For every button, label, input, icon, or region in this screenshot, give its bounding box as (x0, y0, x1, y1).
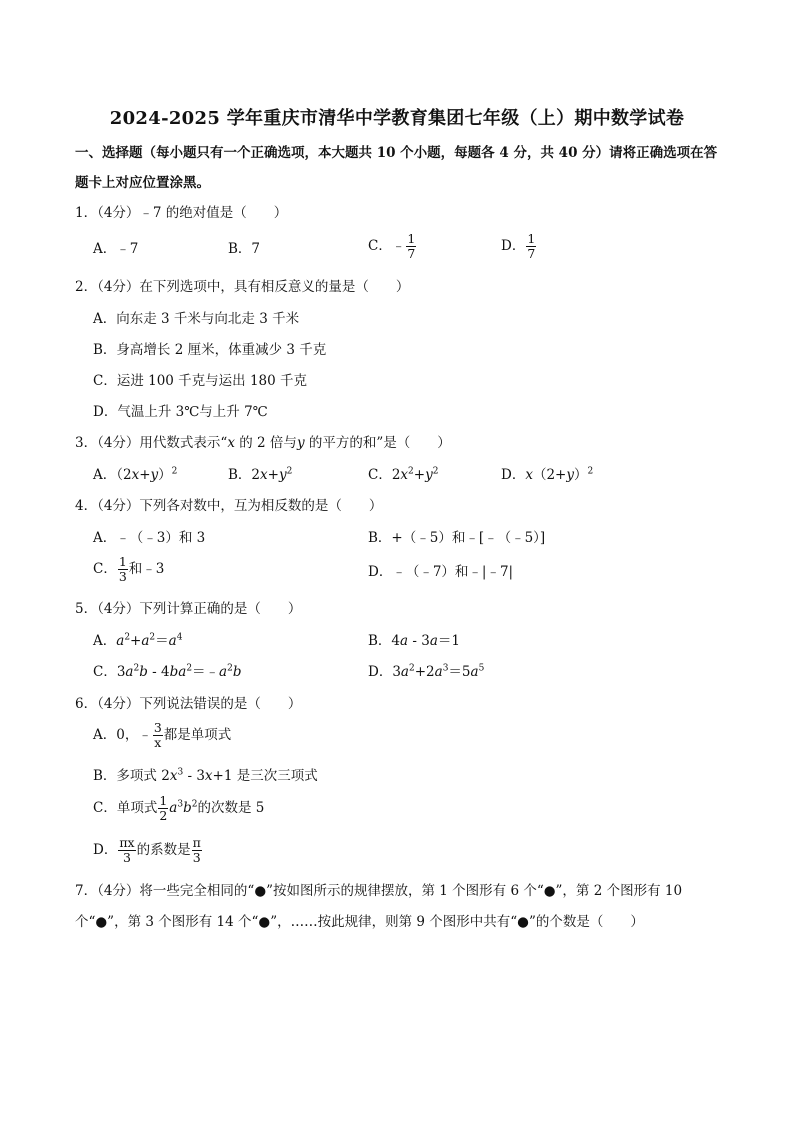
question-6-option-a: A．0，﹣ $\frac{3}{x}$ 都是单项式 (93, 720, 232, 750)
question-2-stem: 2．（4分）在下列选项中，具有相反意义的量是（ ） (75, 279, 410, 295)
fraction: $\frac{1}{2}$ (159, 793, 168, 823)
question-7-line2: 个“●”，第 3 个图形有 14 个“●”，……按此规律，则第 9 个图形中共有“●”的个数是（ ） (75, 914, 644, 930)
question-4-option-b: B．+（﹣5）和﹣[﹣（﹣5）] (368, 530, 546, 546)
question-5-stem: 5．（4分）下列计算正确的是（ ） (75, 601, 302, 617)
question-6-stem: 6．（4分）下列说法错误的是（ ） (75, 696, 302, 712)
question-5-option-c: C．$3a^2b$ - $4ba^2=﹣a^2b$ (93, 663, 242, 680)
question-6-option-c: C．单项式 $\frac{1}{2}$ $a^3b^2$的次数是 5 (93, 793, 265, 823)
question-2-option-b: B．身高增长 2 厘米，体重减少 3 千克 (93, 342, 327, 358)
question-4-stem: 4．（4分）下列各对数中，互为相反数的是（ ） (75, 498, 383, 514)
question-1-option-b: B．7 (228, 241, 261, 257)
section-heading-line1: 一、选择题（每小题只有一个正确选项，本大题共 10 个小题，每题各 4 分，共 40 分）请将正确选项在答 (75, 145, 718, 161)
question-1-stem: 1．（4分）﹣7 的绝对值是（ ） (75, 205, 288, 221)
question-3-option-d: D．$x(2+y)^2$ (501, 466, 594, 483)
question-6-option-b: B．多项式 $2x^3 - 3x+1$ 是三次三项式 (93, 767, 318, 784)
question-3-option-c: C．$2x^2+y^2$ (368, 466, 439, 483)
question-5-option-d: D．$3a^2+2a^3=5a^5$ (368, 663, 485, 680)
question-4-option-d: D．﹣（﹣7）和﹣|﹣7| (368, 564, 514, 580)
question-7-line1: 7．（4分）将一些完全相同的“●”按如图所示的规律摆放，第 1 个图形有 6 个“●”，第 2 个图形有 10 (75, 883, 683, 899)
fraction: $\frac{1}{3}$ (118, 554, 127, 584)
question-2-option-c: C．运进 100 千克与运出 180 千克 (93, 373, 308, 389)
question-6-option-d: D． $\frac{\pi x}{3}$ 的系数是 $\frac{\pi}{3}$ (93, 835, 201, 865)
question-5-option-a: A．$a^2+a^2=a^4$ (93, 632, 183, 649)
section-heading-line2: 题卡上对应位置涂黑。 (75, 175, 210, 191)
question-1-option-d: D． $\frac{1}{7}$ (501, 231, 536, 261)
fraction: $\frac{\pi}{3}$ (192, 835, 201, 865)
fraction: $\frac{1}{7}$ (527, 231, 536, 261)
fraction: $\frac{3}{x}$ (153, 720, 162, 750)
fraction: $\frac{\pi x}{3}$ (119, 835, 135, 865)
question-4-option-c: C． $\frac{1}{3}$ 和﹣3 (93, 554, 165, 584)
question-3-option-a: A．$(2x+y)^2$ (93, 466, 178, 483)
question-1-option-c: C．﹣ $\frac{1}{7}$ (368, 231, 416, 261)
fraction: $\frac{1}{7}$ (407, 231, 416, 261)
question-2-option-a: A．向东走 3 千米与向北走 3 千米 (93, 311, 300, 327)
question-3-option-b: B．$2x+y^2$ (228, 466, 293, 483)
question-4-option-a: A．﹣（﹣3）和 3 (93, 530, 206, 546)
question-1-option-a: A．﹣7 (93, 241, 139, 257)
question-5-option-b: B．4a - 3a＝1 (368, 633, 460, 649)
question-2-option-d: D．气温上升 3℃与上升 7℃ (93, 404, 268, 420)
question-3-stem: 3．（4分）用代数式表示“x 的 2 倍与y 的平方的和”是（ ） (75, 435, 451, 451)
exam-title: 2024-2025 学年重庆市清华中学教育集团七年级（上）期中数学试卷 (109, 108, 685, 129)
